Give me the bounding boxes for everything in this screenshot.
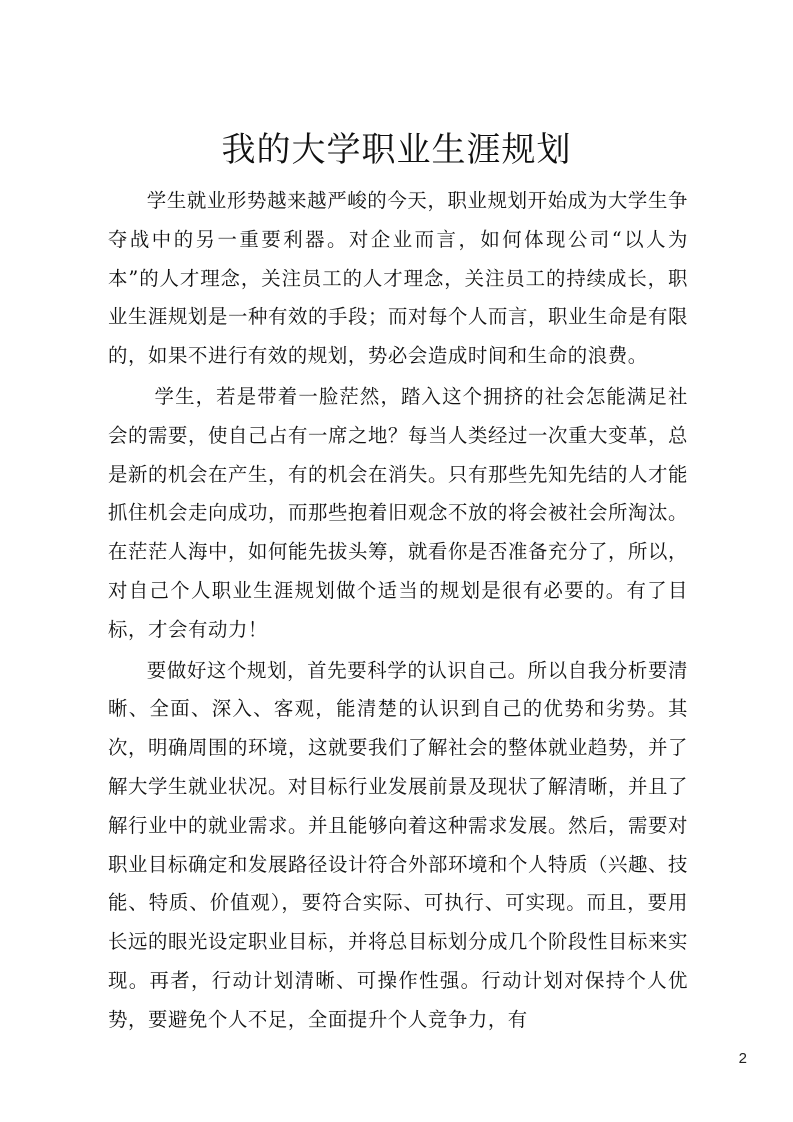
paragraph-1: 学生就业形势越来越严峻的今天，职业规划开始成为大学生争夺战中的另一重要利器。对企业而言，如何体现公司“以人为本”的人才理念，关注员工的人才理念，关注员工的持续成长，职业生涯规划是一种有效的手段；而对每个人而言，职业生命是有限的，如果不进行有效的规划，势必会造成时间和生命的浪费。 bbox=[108, 189, 688, 368]
paragraph-3: 要做好这个规划，首先要科学的认识自己。所以自我分析要清晰、全面、深入、客观，能清楚的认识到自己的优势和劣势。其次，明确周围的环境，这就要我们了解社会的整体就业趋势，并了解大学生就业状况。对目标行业发展前景及现状了解清晰，并且了解行业中的就业需求。并且能够向着这种需求发展。然后，需要对职业目标确定和发展路径设计符合外部环境和个人特质（兴趣、技能、特质、价值观），要符合实际、可执行、可实现。而且，要用长远的眼光设定职业目标，并将总目标划分成几个阶段性目标来实现。再者，行动计划清晰、可操作性强。行动计划对保持个人优势，要避免个人不足，全面提升个人竞争力，有 bbox=[108, 658, 688, 1031]
page-number: 2 bbox=[738, 1050, 747, 1067]
document-title: 我的大学职业生涯规划 bbox=[221, 130, 572, 170]
document-body bbox=[108, 182, 688, 1040]
paragraph-2: 学生，若是带着一脸茫然，踏入这个拥挤的社会怎能满足社会的需要，使自己占有一席之地？每当人类经过一次重大变革，总是新的机会在产生，有的机会在消失。只有那些先知先结的人才能抓住机会走向成功，而那些抱着旧观念不放的将会被社会所淘汰。在茫茫人海中，如何能先拔头筹，就看你是否准备充分了，所以，对自己个人职业生涯规划做个适当的规划是很有必要的。有了目标，才会有动力！ bbox=[108, 384, 688, 641]
